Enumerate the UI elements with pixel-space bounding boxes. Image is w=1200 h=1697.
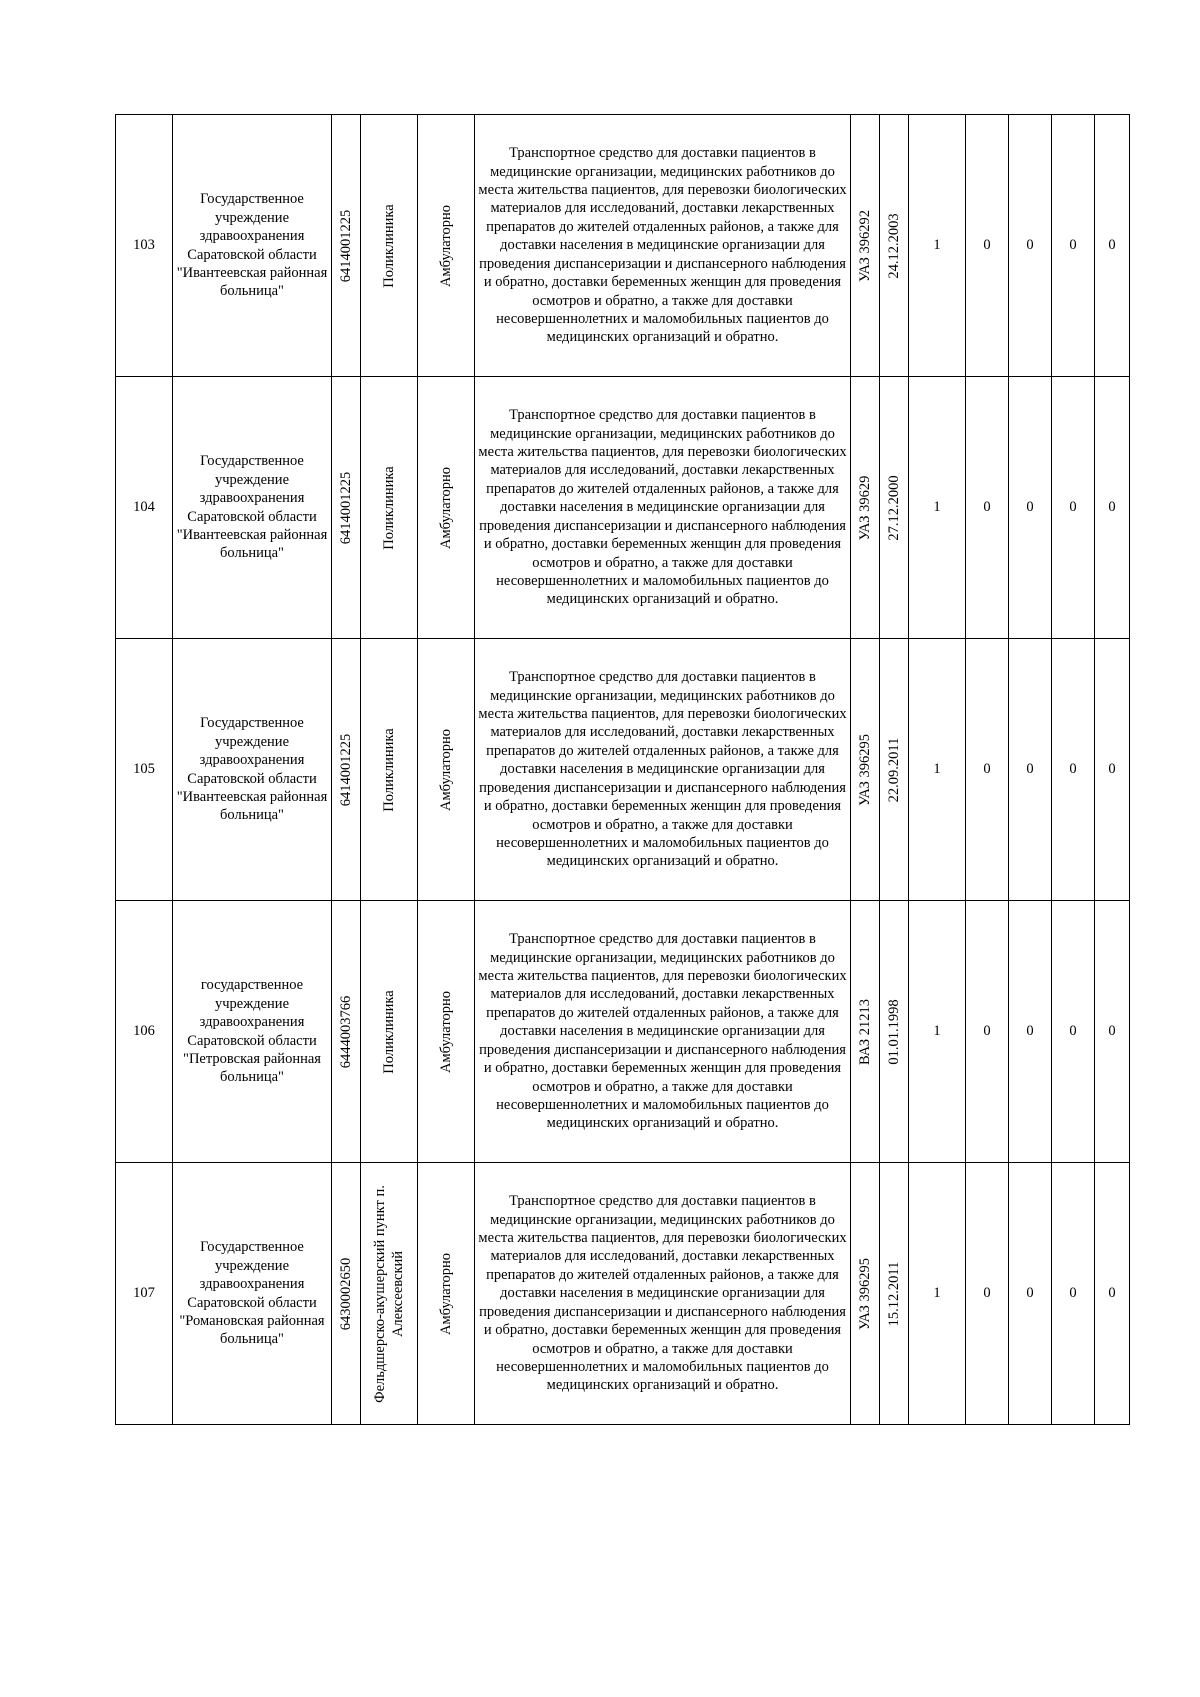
vehicle-table <box>115 114 1130 1425</box>
unit-name: Поликлиника <box>381 203 397 288</box>
purpose-text: Транспортное средство для доставки пациентов в медицинские организации, медицинских работников до места жительства пациентов, для перевозки биологических материалов для исследований, доставки лекарственных препаратов до жителей отдаленных районов, а также для доставки населения в медицинские организации для проведения диспансеризации и диспансерного наблюдения и обратно, доставки беременных женщин для проведения осмотров и обратно, а также для доставки несовершеннолетних и маломобильных пациентов до медицинских организаций и обратно. <box>478 145 847 346</box>
organization-cell <box>173 639 332 901</box>
purpose-cell <box>475 115 851 377</box>
count-cell <box>909 1163 966 1425</box>
count-4: 0 <box>1069 1285 1077 1302</box>
unit-name: Фельдшерско-акушерский пункт п. Алексеевский <box>372 1184 406 1403</box>
table-row <box>116 1163 1130 1425</box>
vehicle-date: 27.12.2000 <box>886 474 902 541</box>
unit-cell <box>361 115 418 377</box>
date-cell <box>880 115 909 377</box>
date-cell <box>880 377 909 639</box>
count-1: 1 <box>933 499 941 516</box>
count-cell <box>966 377 1009 639</box>
purpose-text: Транспортное средство для доставки пациентов в медицинские организации, медицинских работников до места жительства пациентов, для перевозки биологических материалов для исследований, доставки лекарственных препаратов до жителей отдаленных районов, а также для доставки населения в медицинские организации для проведения диспансеризации и диспансерного наблюдения и обратно, доставки беременных женщин для проведения осмотров и обратно, а также для доставки несовершеннолетних и маломобильных пациентов до медицинских организаций и обратно. <box>478 1193 847 1394</box>
count-cell <box>909 901 966 1163</box>
unit-cell <box>361 1163 418 1425</box>
purpose-cell <box>475 901 851 1163</box>
count-4: 0 <box>1069 237 1077 254</box>
count-cell <box>966 115 1009 377</box>
unit-name: Поликлиника <box>381 989 397 1074</box>
table-row <box>116 639 1130 901</box>
unit-cell <box>361 639 418 901</box>
vehicle-model: ВАЗ 21213 <box>857 998 873 1065</box>
vehicle-model: УАЗ 396295 <box>857 733 873 806</box>
count-5: 0 <box>1108 761 1116 778</box>
count-cell <box>1009 901 1052 1163</box>
table-row <box>116 901 1130 1163</box>
care-type: Амбулаторно <box>438 728 454 811</box>
row-number: 104 <box>133 499 155 516</box>
count-cell <box>1009 639 1052 901</box>
count-2: 0 <box>983 1285 991 1302</box>
inn-value: 6414001225 <box>338 733 354 806</box>
count-cell <box>1009 377 1052 639</box>
count-cell <box>1095 639 1130 901</box>
count-cell <box>1052 639 1095 901</box>
count-cell <box>1009 115 1052 377</box>
purpose-cell <box>475 377 851 639</box>
count-2: 0 <box>983 761 991 778</box>
organization-cell <box>173 115 332 377</box>
row-number: 103 <box>133 237 155 254</box>
inn-cell <box>332 377 361 639</box>
count-cell <box>966 639 1009 901</box>
count-cell <box>1095 1163 1130 1425</box>
unit-name: Поликлиника <box>381 727 397 812</box>
date-cell <box>880 639 909 901</box>
row-number: 106 <box>133 1023 155 1040</box>
count-cell <box>909 115 966 377</box>
count-cell <box>1052 901 1095 1163</box>
organization-cell <box>173 1163 332 1425</box>
count-cell <box>1009 1163 1052 1425</box>
inn-value: 6444003766 <box>338 995 354 1068</box>
count-1: 1 <box>933 761 941 778</box>
count-cell <box>1095 377 1130 639</box>
care-type-cell <box>418 115 475 377</box>
model-cell <box>851 1163 880 1425</box>
organization-name: Государственное учреждение здравоохранения Саратовской области "Ивантеевская районная больница" <box>176 453 328 562</box>
care-type-cell <box>418 1163 475 1425</box>
count-3: 0 <box>1026 237 1034 254</box>
inn-cell <box>332 901 361 1163</box>
count-cell <box>909 639 966 901</box>
purpose-cell <box>475 639 851 901</box>
inn-value: 6414001225 <box>338 471 354 544</box>
count-3: 0 <box>1026 1285 1034 1302</box>
vehicle-model: УАЗ 396295 <box>857 1257 873 1330</box>
count-2: 0 <box>983 499 991 516</box>
purpose-text: Транспортное средство для доставки пациентов в медицинские организации, медицинских работников до места жительства пациентов, для перевозки биологических материалов для исследований, доставки лекарственных препаратов до жителей отдаленных районов, а также для доставки населения в медицинские организации для проведения диспансеризации и диспансерного наблюдения и обратно, доставки беременных женщин для проведения осмотров и обратно, а также для доставки несовершеннолетних и маломобильных пациентов до медицинских организаций и обратно. <box>478 931 847 1132</box>
vehicle-date: 15.12.2011 <box>886 1261 902 1326</box>
count-3: 0 <box>1026 499 1034 516</box>
unit-cell <box>361 377 418 639</box>
model-cell <box>851 901 880 1163</box>
unit-name: Поликлиника <box>381 465 397 550</box>
vehicle-model: УАЗ 396292 <box>857 209 873 282</box>
row-number-cell <box>116 1163 173 1425</box>
organization-name: государственное учреждение здравоохранения Саратовской области "Петровская районная больница" <box>183 977 321 1086</box>
organization-name: Государственное учреждение здравоохранения Саратовской области "Ивантеевская районная больница" <box>176 191 328 300</box>
count-5: 0 <box>1108 1285 1116 1302</box>
inn-value: 6414001225 <box>338 209 354 282</box>
count-cell <box>1052 115 1095 377</box>
vehicle-date: 22.09.2011 <box>886 737 902 802</box>
count-5: 0 <box>1108 237 1116 254</box>
care-type: Амбулаторно <box>438 990 454 1073</box>
row-number-cell <box>116 901 173 1163</box>
count-cell <box>1095 901 1130 1163</box>
care-type-cell <box>418 901 475 1163</box>
count-5: 0 <box>1108 499 1116 516</box>
row-number-cell <box>116 639 173 901</box>
organization-name: Государственное учреждение здравоохранения Саратовской области "Ивантеевская районная больница" <box>176 715 328 824</box>
care-type: Амбулаторно <box>438 204 454 287</box>
count-cell <box>966 1163 1009 1425</box>
care-type-cell <box>418 377 475 639</box>
inn-value: 6430002650 <box>338 1257 354 1330</box>
model-cell <box>851 115 880 377</box>
purpose-cell <box>475 1163 851 1425</box>
date-cell <box>880 901 909 1163</box>
care-type: Амбулаторно <box>438 1252 454 1335</box>
count-4: 0 <box>1069 1023 1077 1040</box>
organization-name: Государственное учреждение здравоохранения Саратовской области "Романовская районная больница" <box>179 1239 325 1348</box>
model-cell <box>851 377 880 639</box>
row-number: 107 <box>133 1285 155 1302</box>
count-4: 0 <box>1069 761 1077 778</box>
count-cell <box>1095 115 1130 377</box>
row-number-cell <box>116 115 173 377</box>
care-type-cell <box>418 639 475 901</box>
count-1: 1 <box>933 1285 941 1302</box>
count-cell <box>966 901 1009 1163</box>
vehicle-model: УАЗ 39629 <box>857 475 873 540</box>
row-number-cell <box>116 377 173 639</box>
table-body <box>116 115 1130 1425</box>
purpose-text: Транспортное средство для доставки пациентов в медицинские организации, медицинских работников до места жительства пациентов, для перевозки биологических материалов для исследований, доставки лекарственных препаратов до жителей отдаленных районов, а также для доставки населения в медицинские организации для проведения диспансеризации и диспансерного наблюдения и обратно, доставки беременных женщин для проведения осмотров и обратно, а также для доставки несовершеннолетних и маломобильных пациентов до медицинских организаций и обратно. <box>478 669 847 870</box>
unit-cell <box>361 901 418 1163</box>
table-row <box>116 115 1130 377</box>
count-cell <box>1052 377 1095 639</box>
inn-cell <box>332 639 361 901</box>
count-5: 0 <box>1108 1023 1116 1040</box>
count-3: 0 <box>1026 1023 1034 1040</box>
model-cell <box>851 639 880 901</box>
purpose-text: Транспортное средство для доставки пациентов в медицинские организации, медицинских работников до места жительства пациентов, для перевозки биологических материалов для исследований, доставки лекарственных препаратов до жителей отдаленных районов, а также для доставки населения в медицинские организации для проведения диспансеризации и диспансерного наблюдения и обратно, доставки беременных женщин для проведения осмотров и обратно, а также для доставки несовершеннолетних и маломобильных пациентов до медицинских организаций и обратно. <box>478 407 847 608</box>
vehicle-date: 01.01.1998 <box>886 998 902 1065</box>
count-2: 0 <box>983 237 991 254</box>
organization-cell <box>173 901 332 1163</box>
count-cell <box>1052 1163 1095 1425</box>
organization-cell <box>173 377 332 639</box>
count-1: 1 <box>933 1023 941 1040</box>
count-cell <box>909 377 966 639</box>
count-4: 0 <box>1069 499 1077 516</box>
row-number: 105 <box>133 761 155 778</box>
care-type: Амбулаторно <box>438 466 454 549</box>
count-3: 0 <box>1026 761 1034 778</box>
table-row <box>116 377 1130 639</box>
count-1: 1 <box>933 237 941 254</box>
date-cell <box>880 1163 909 1425</box>
vehicle-date: 24.12.2003 <box>886 212 902 279</box>
inn-cell <box>332 1163 361 1425</box>
inn-cell <box>332 115 361 377</box>
count-2: 0 <box>983 1023 991 1040</box>
